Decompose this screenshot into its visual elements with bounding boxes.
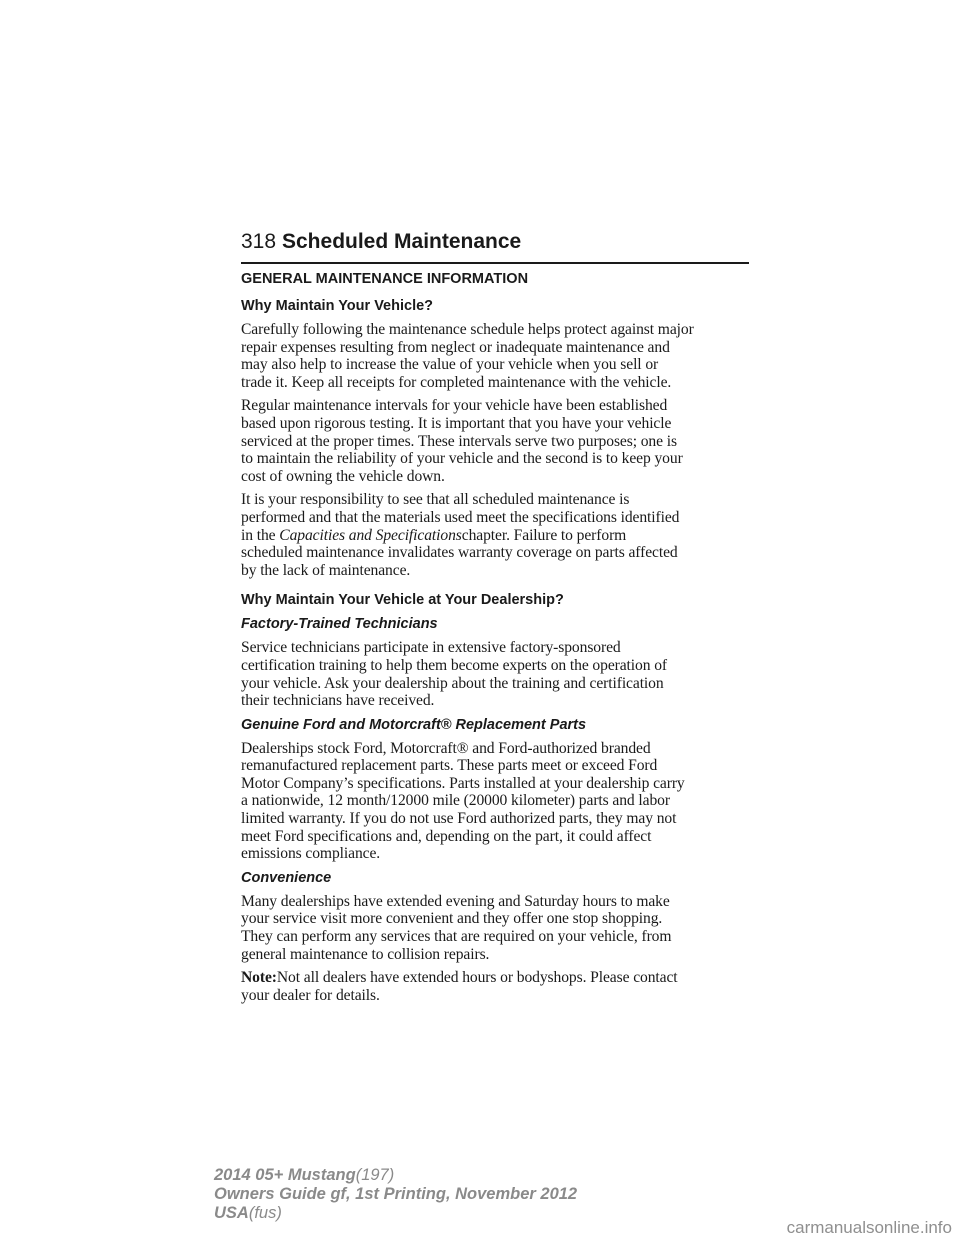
convenience-heading: Convenience bbox=[241, 869, 332, 886]
main-content bbox=[241, 270, 761, 1010]
page-header bbox=[241, 226, 749, 264]
paragraph-schedule: Carefully following the maintenance schedule helps protect against major repair expenses resulting from neglect or inadequate maintenance and may also help to increase the value of your vehicle when you sell or trade it. Keep all receipts for completed maintenance with the vehicle. bbox=[241, 321, 694, 391]
dealership-heading: Why Maintain Your Vehicle at Your Dealership? bbox=[241, 592, 564, 609]
paragraph-responsibility-start: It is your responsibility to see that all scheduled maintenance is performed and that the materials used meet the specifications identified in the bbox=[241, 491, 680, 544]
page-number: 318 bbox=[241, 230, 277, 253]
why-maintain-heading: Why Maintain Your Vehicle? bbox=[241, 298, 434, 314]
note-paragraph bbox=[241, 969, 761, 1004]
footer-line-3 bbox=[214, 1204, 577, 1223]
footer-market: USA bbox=[214, 1204, 249, 1222]
section-title: GENERAL MAINTENANCE INFORMATION bbox=[241, 271, 529, 287]
note-label: Note: bbox=[241, 969, 277, 987]
footer-line-2: Owners Guide gf, 1st Printing, November 2012 bbox=[214, 1185, 578, 1203]
note-text: Not all dealers have extended hours or bodyshops. Please contact your dealer for details. bbox=[241, 969, 678, 1004]
footer-model: 2014 05+ Mustang bbox=[214, 1166, 356, 1184]
running-title: Scheduled Maintenance bbox=[282, 230, 522, 253]
paragraph-technicians: Service technicians participate in extensive factory-sponsored certification training to help them become experts on the operation of your vehicle. Ask your dealership about the training and certification their technicians have received. bbox=[241, 639, 668, 710]
paragraph-convenience: Many dealerships have extended evening and Saturday hours to make your service visit more convenient and they offer one stop shopping. They can perform any services that are required on your vehicle, from general maintenance to collision repairs. bbox=[241, 892, 672, 963]
capacities-chapter-reference: Capacities and Specifications bbox=[279, 526, 462, 544]
technicians-heading: Factory-Trained Technicians bbox=[241, 616, 438, 633]
paragraph-intervals: Regular maintenance intervals for your vehicle have been established based upon rigorous testing. It is important that you have your vehicle serviced at the proper times. These intervals serve two purposes; one is to maintain the reliability of your vehicle and the second is to keep your cost of owning the vehicle down. bbox=[241, 397, 683, 485]
parts-heading: Genuine Ford and Motorcraft® Replacement Parts bbox=[241, 716, 587, 733]
footer-market-code: (fus) bbox=[248, 1204, 282, 1222]
paragraph-responsibility-end: chapter. Failure to perform scheduled maintenance invalidates warranty coverage on parts affected by the lack of maintenance. bbox=[241, 526, 678, 579]
footer-model-code: (197) bbox=[355, 1166, 395, 1184]
site-watermark: carmanualsonline.info bbox=[786, 1218, 952, 1237]
paragraph-responsibility bbox=[241, 491, 761, 579]
paragraph-parts: Dealerships stock Ford, Motorcraft® and Ford-authorized branded remanufactured replacement parts. These parts meet or exceed Ford Motor Company’s specifications. Parts installed at your dealership carry a nationwide, 12 month/12000 mile (20000 kilometer) parts and labor limited warranty. If you do not use Ford authorized parts, they may not meet Ford specifications and, depending on the part, it could affect emissions compliance. bbox=[241, 739, 685, 863]
footer-line-1 bbox=[214, 1166, 577, 1185]
print-footer bbox=[214, 1166, 577, 1223]
